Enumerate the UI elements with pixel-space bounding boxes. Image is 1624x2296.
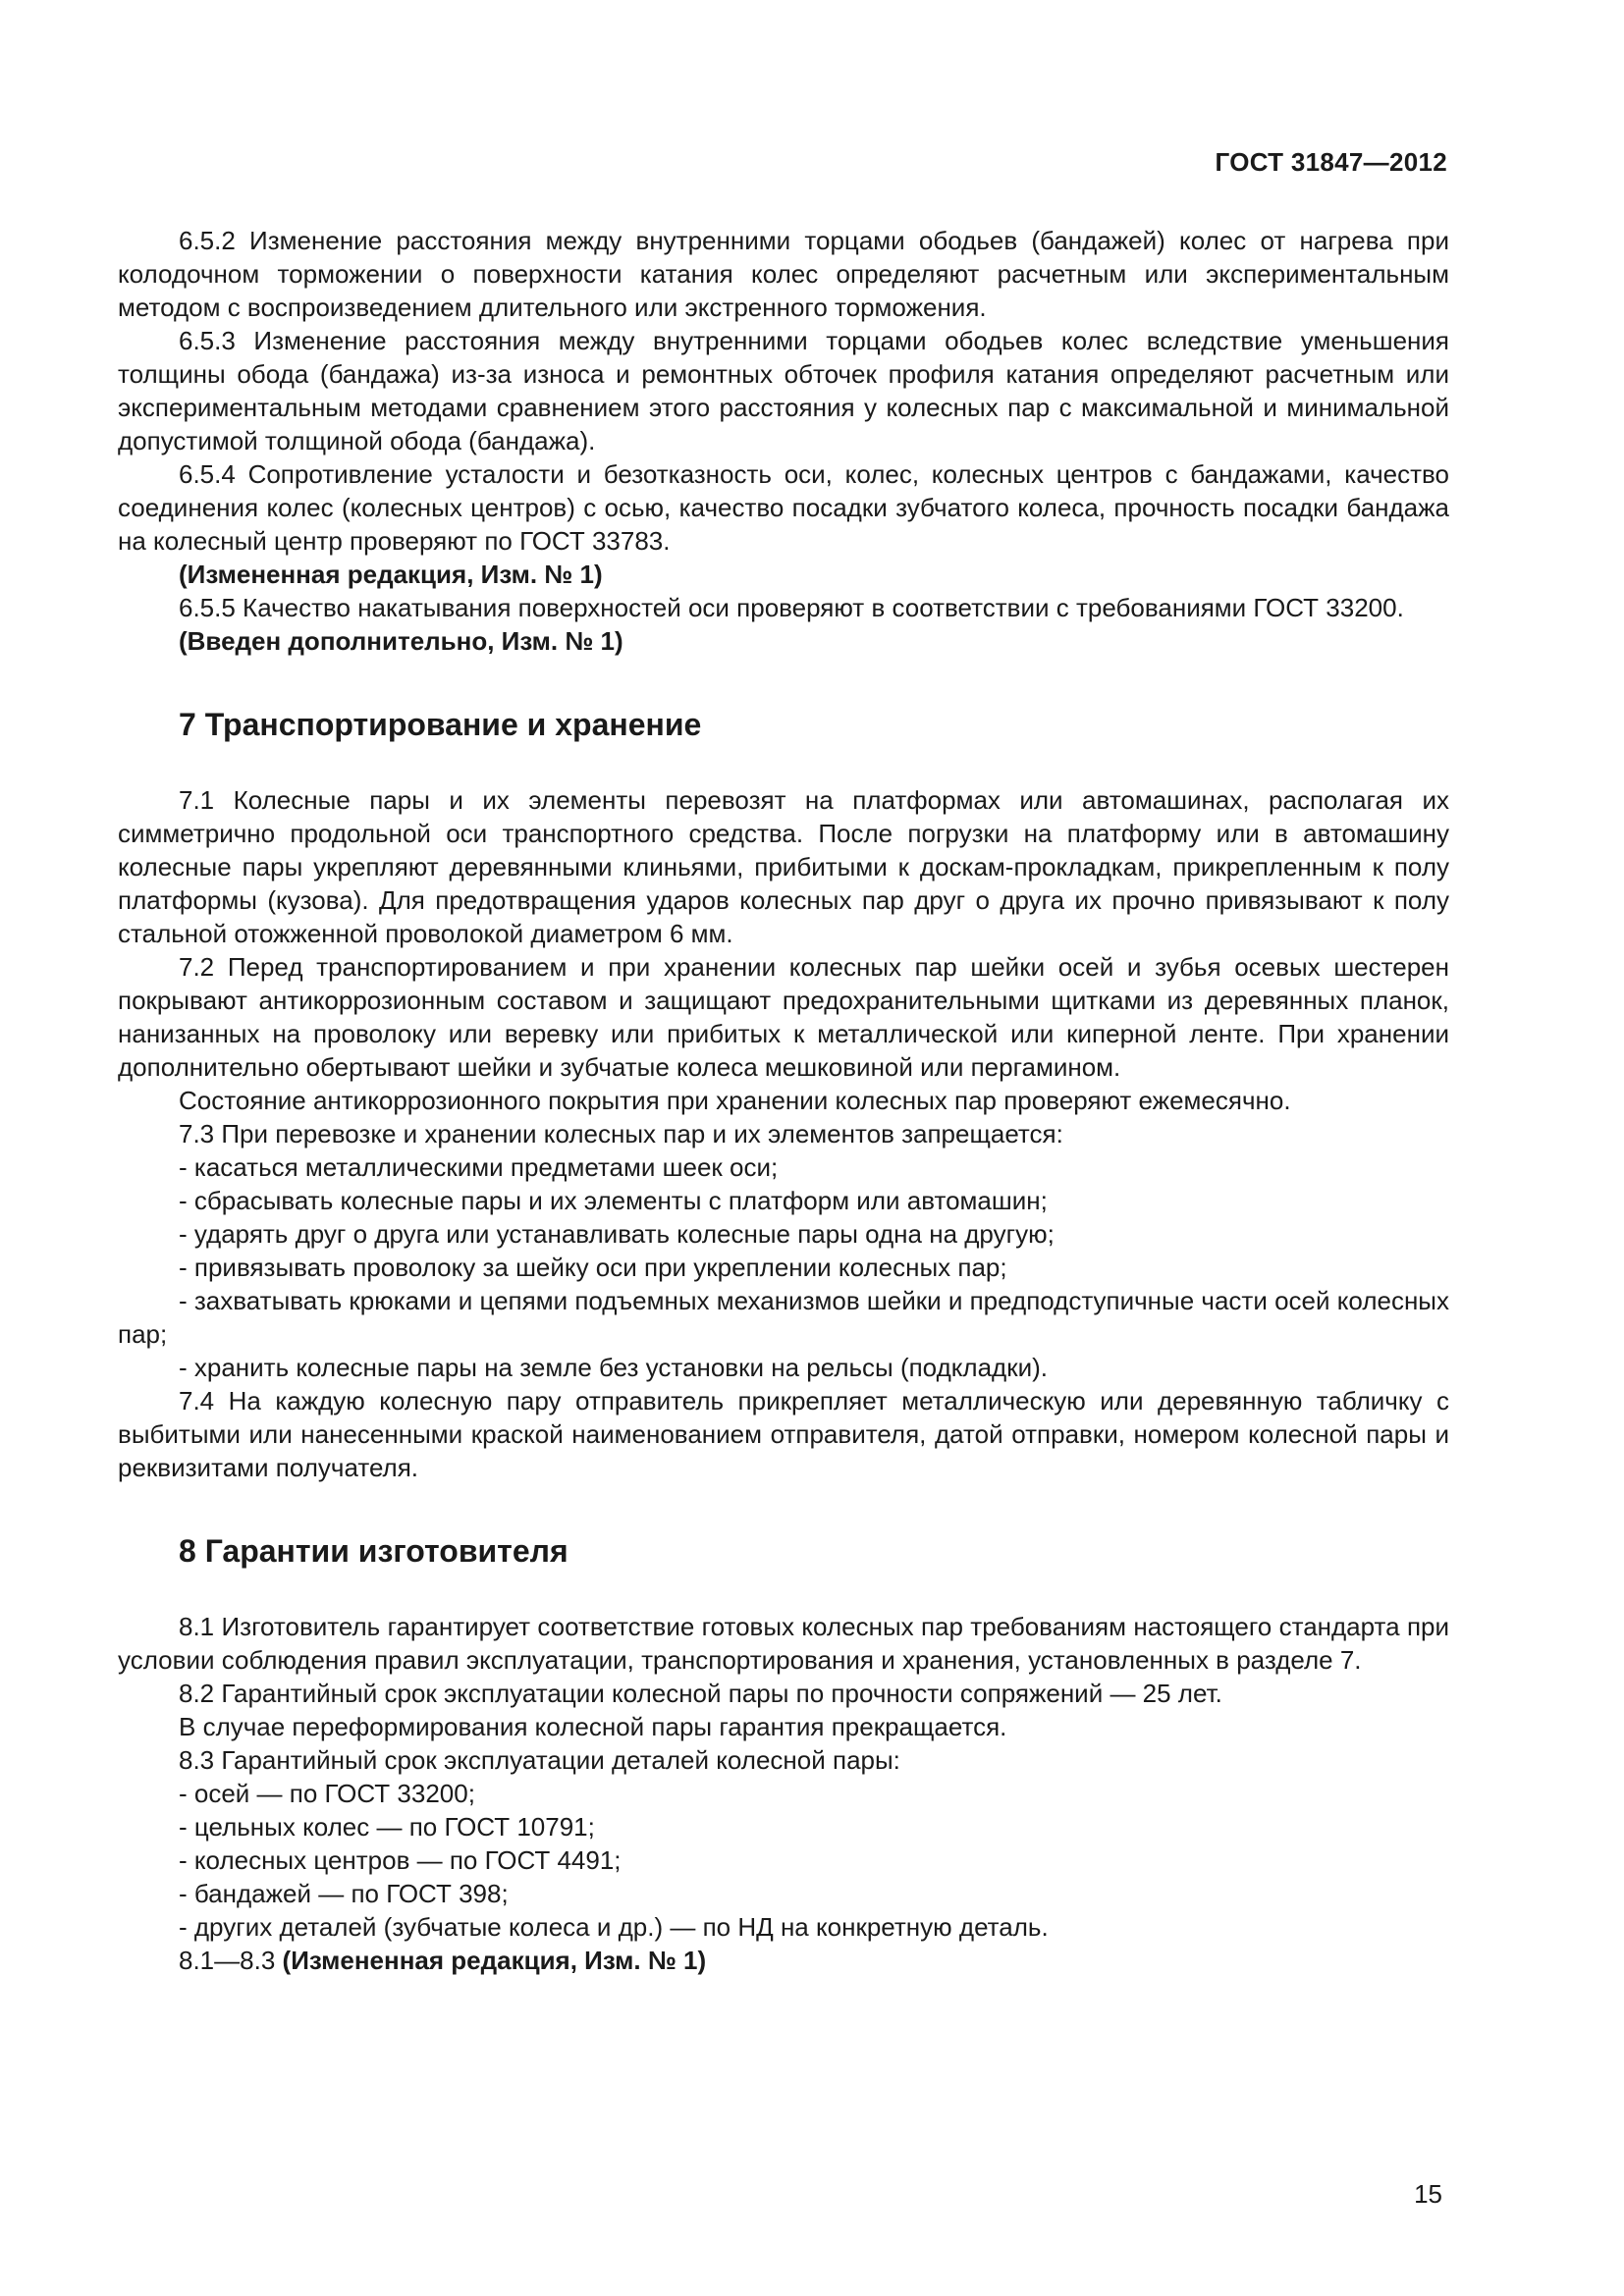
clause-6-5-4: 6.5.4 Сопротивление усталости и безотказность оси, колес, колесных центров с бандажами, качество соединения колес (колесных центров) с осью, качество посадки зубчатого колеса, прочность посадки бандажа на колесный центр проверяют по ГОСТ 33783.: [118, 459, 1449, 556]
clause-8-2: 8.2 Гарантийный срок эксплуатации колесной пары по прочности сопряжений — 25 лет.: [179, 1679, 1222, 1708]
clause-7-4: 7.4 На каждую колесную пару отправитель прикрепляет металлическую или деревянную табличку с выбитыми или нанесенными краской наименованием отправителя, датой отправки, номером колесной пары и реквизитами получателя.: [118, 1386, 1449, 1482]
clause-7-1: 7.1 Колесные пары и их элементы перевозят на платформах или автомашинах, располагая их симметрично продольной оси транспортного средства. После погрузки на платформу или в автомашину колесные пары укрепляют деревянными клиньями, прибитыми к доскам-прокладкам, прикрепленным к полу платформы (кузова). Для предотвращения ударов колесных пар друг о друга их прочно привязывают к полу стальной отожженной проволокой диаметром 6 мм.: [118, 785, 1449, 948]
document-body: [118, 224, 1449, 1977]
list-item: - привязывать проволоку за шейку оси при укреплении колесных пар;: [179, 1253, 1007, 1282]
section-8-heading: 8 Гарантии изготовителя: [179, 1533, 568, 1569]
list-item: - ударять друг о друга или устанавливать колесные пары одна на другую;: [179, 1219, 1055, 1249]
clause-6-5-3: 6.5.3 Изменение расстояния между внутренними торцами ободьев колес вследствие уменьшения толщины обода (бандажа) из-за износа и ремонтных обточек профиля катания определяют расчетным или экспериментальным методами сравнением этого расстояния у колесных пар с максимальной и минимальной допустимой толщиной обода (бандажа).: [118, 326, 1449, 455]
clause-7-3: 7.3 При перевозке и хранении колесных пар и их элементов запрещается:: [179, 1119, 1063, 1148]
list-item: - колесных центров — по ГОСТ 4491;: [179, 1845, 622, 1875]
amendment-note-text: (Измененная редакция, Изм. № 1): [282, 1946, 707, 1975]
list-item: - бандажей — по ГОСТ 398;: [179, 1879, 509, 1908]
clause-8-3: 8.3 Гарантийный срок эксплуатации деталей колесной пары:: [179, 1745, 900, 1775]
clause-7-2: 7.2 Перед транспортированием и при хранении колесных пар шейки осей и зубья осевых шестерен покрывают антикоррозионным составом и защищают предохранительными щитками из деревянных планок, нанизанных на проволоку или веревку или прибитых к металлической или киперной ленте. При хранении дополнительно обертывают шейки и зубчатые колеса мешковиной или пергамином.: [118, 952, 1449, 1082]
clause-8-2-note: В случае переформирования колесной пары гарантия прекращается.: [179, 1712, 1007, 1741]
document-code: ГОСТ 31847—2012: [1215, 147, 1447, 177]
list-item: - хранить колесные пары на земле без установки на рельсы (подкладки).: [179, 1353, 1048, 1382]
clause-6-5-5: 6.5.5 Качество накатывания поверхностей оси проверяют в соответствии с требованиями ГОСТ 33200.: [179, 593, 1404, 622]
amendment-note-prefix: 8.1—8.3: [179, 1946, 276, 1975]
page-number: 15: [1414, 2179, 1442, 2209]
list-item: - сбрасывать колесные пары и их элементы с платформ или автомашин;: [179, 1186, 1048, 1215]
section-7-heading: 7 Транспортирование и хранение: [179, 707, 702, 742]
list-item: - других деталей (зубчатые колеса и др.) — по НД на конкретную деталь.: [179, 1912, 1049, 1942]
clause-8-1: 8.1 Изготовитель гарантирует соответствие готовых колесных пар требованиям настоящего стандарта при условии соблюдения правил эксплуатации, транспортирования и хранения, установленных в разделе 7.: [118, 1612, 1449, 1675]
clause-7-2-note: Состояние антикоррозионного покрытия при хранении колесных пар проверяют ежемесячно.: [179, 1086, 1291, 1115]
amendment-note-8: [118, 1944, 1449, 1977]
list-item: - цельных колес — по ГОСТ 10791;: [179, 1812, 595, 1842]
list-item: - касаться металлическими предметами шеек оси;: [179, 1152, 779, 1182]
clause-6-5-2: 6.5.2 Изменение расстояния между внутренними торцами ободьев (бандажей) колес от нагрева при колодочном торможении о поверхности катания колес определяют расчетным или экспериментальным методом с воспроизведением длительного или экстренного торможения.: [118, 226, 1449, 322]
list-item: - осей — по ГОСТ 33200;: [179, 1779, 475, 1808]
amendment-note-6-5-4: (Измененная редакция, Изм. № 1): [179, 560, 603, 589]
list-item: - захватывать крюками и цепями подъемных механизмов шейки и предподступичные части осей колесных пар;: [118, 1286, 1449, 1349]
amendment-note-6-5-5: (Введен дополнительно, Изм. № 1): [179, 626, 623, 656]
